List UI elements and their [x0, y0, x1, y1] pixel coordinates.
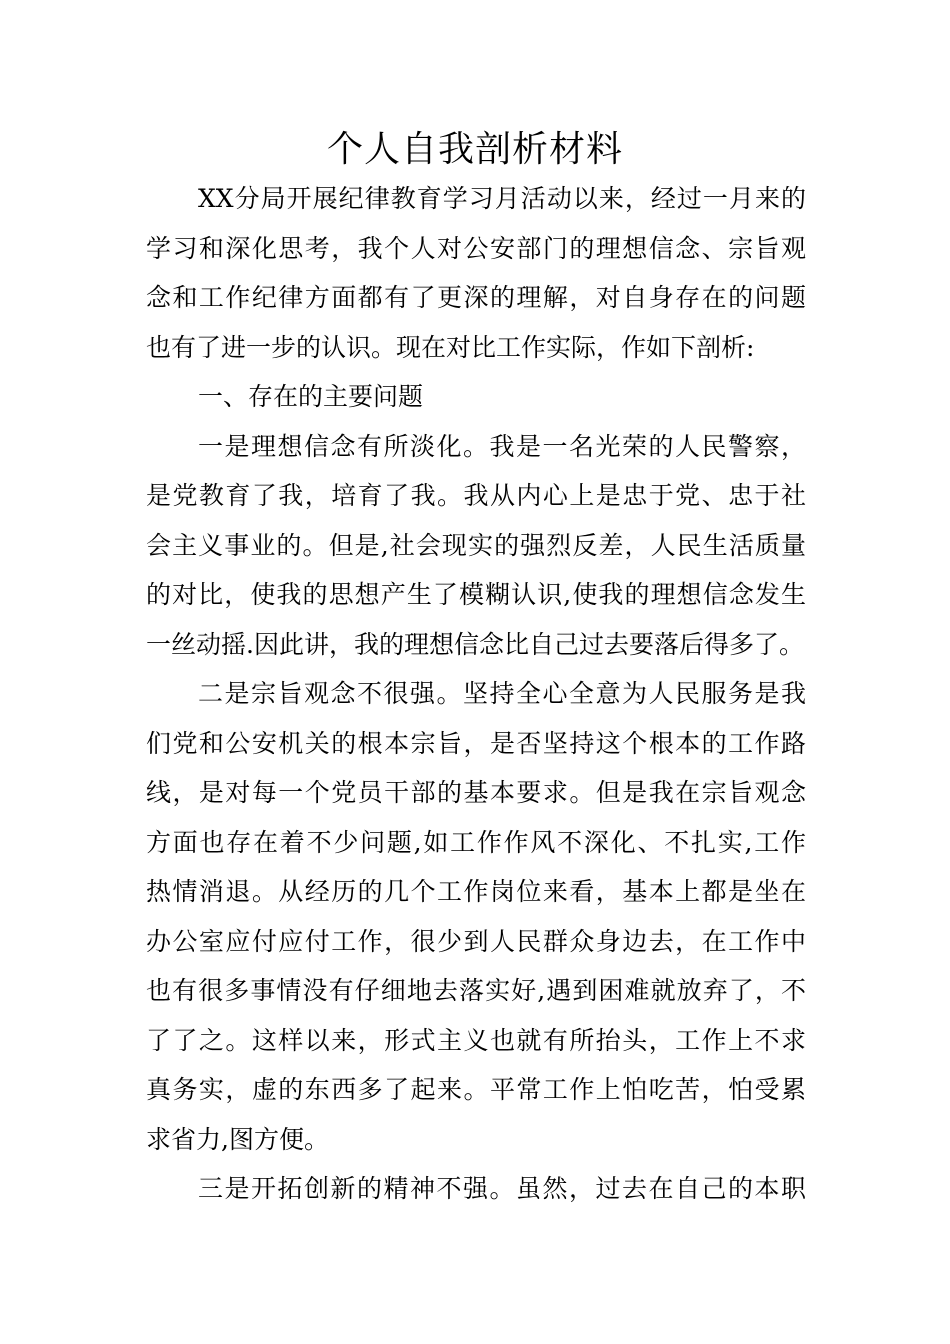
paragraph-line: 们党和公安机关的根本宗旨，是否坚持这个根本的工作路	[146, 728, 806, 758]
paragraph-line: 也有了进一步的认识。现在对比工作实际，作如下剖析:	[146, 332, 755, 362]
paragraph-line: 线，是对每一个党员干部的基本要求。但是我在宗旨观念	[146, 778, 806, 807]
paragraph-line: 三是开拓创新的精神不强。虽然，过去在自己的本职	[198, 1174, 806, 1203]
paragraph-line: 热情消退。从经历的几个工作岗位来看，基本上都是坐在	[146, 877, 806, 906]
paragraph-line: 念和工作纪律方面都有了更深的理解，对自身存在的问题	[146, 283, 806, 312]
paragraph-line: 办公室应付应付工作，很少到人民群众身边去，在工作中	[146, 926, 806, 956]
paragraph-line: 一是理想信念有所淡化。我是一名光荣的人民警察，	[198, 431, 806, 461]
paragraph-line: 了了之。这样以来，形式主义也就有所抬头，工作上不求	[146, 1025, 806, 1055]
paragraph-line: 的对比，使我的思想产生了模糊认识,使我的理想信念发生	[146, 580, 806, 609]
paragraph-line: 方面也存在着不少问题,如工作作风不深化、不扎实,工作	[146, 827, 806, 857]
paragraph-line: 是党教育了我，培育了我。我从内心上是忠于党、忠于社	[146, 481, 806, 510]
paragraph-line: 二是宗旨观念不很强。坚持全心全意为人民服务是我	[198, 679, 806, 708]
document-body	[146, 174, 806, 1214]
paragraph-line: 也有很多事情没有仔细地去落实好,遇到困难就放弃了，不	[146, 976, 806, 1005]
document-title: 个人自我剖析材料	[326, 129, 623, 170]
paragraph-line: 会主义事业的。但是,社会现实的强烈反差，人民生活质量	[146, 530, 806, 560]
paragraph-line: 一丝动摇.因此讲，我的理想信念比自己过去要落后得多了。	[146, 629, 804, 659]
paragraph-line: XX分局开展纪律教育学习月活动以来，经过一月来的	[198, 184, 806, 213]
paragraph-line: 真务实，虚的东西多了起来。平常工作上怕吃苦，怕受累	[146, 1075, 806, 1104]
paragraph-line: 学习和深化思考，我个人对公安部门的理想信念、宗旨观	[146, 233, 806, 263]
paragraph-line: 求省力,图方便。	[146, 1124, 329, 1154]
section-heading: 一、存在的主要问题	[198, 382, 424, 411]
